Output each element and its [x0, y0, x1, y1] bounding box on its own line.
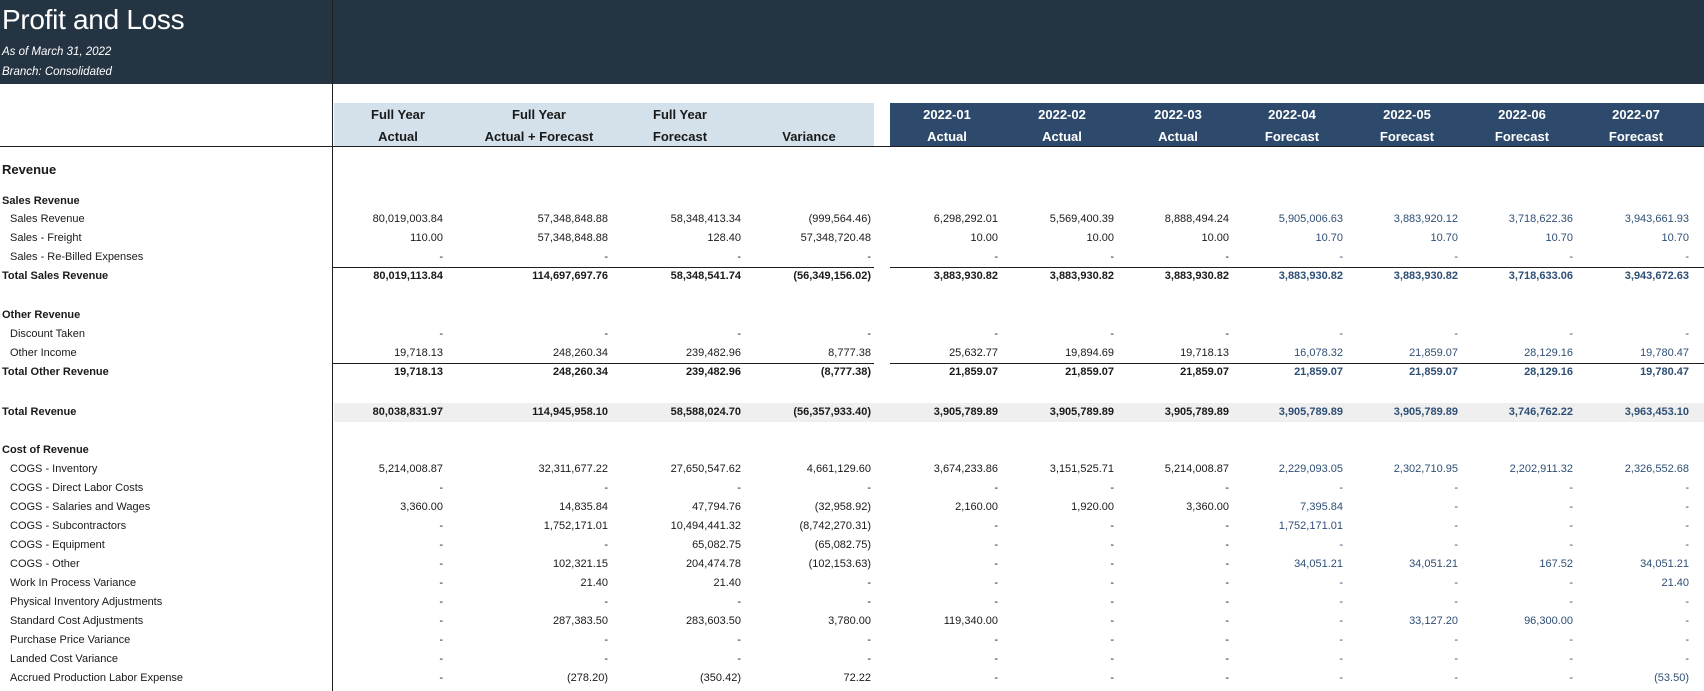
table-cell[interactable]: 110.00 — [410, 232, 443, 244]
table-cell[interactable]: (8,742,270.31) — [799, 520, 871, 532]
table-row — [0, 160, 1704, 179]
table-cell[interactable]: 65,082.75 — [692, 539, 741, 551]
table-cell[interactable]: (56,357,933.40) — [793, 406, 871, 418]
table-cell[interactable]: - — [1569, 672, 1573, 684]
table-cell[interactable]: - — [439, 520, 443, 532]
table-cell[interactable]: 167.52 — [1539, 558, 1573, 570]
table-cell[interactable]: 10.00 — [1201, 232, 1229, 244]
table-cell[interactable]: - — [1569, 634, 1573, 646]
table-row — [0, 536, 1704, 555]
table-cell[interactable]: 6,298,292.01 — [933, 213, 998, 225]
table-cell[interactable]: 3,674,233.86 — [933, 463, 998, 475]
table-row — [0, 248, 1704, 267]
table-cell[interactable]: - — [604, 482, 608, 494]
row-label[interactable]: Physical Inventory Adjustments — [10, 596, 163, 608]
table-cell[interactable]: 8,777.38 — [828, 347, 871, 359]
table-cell[interactable]: - — [1110, 520, 1114, 532]
table-cell[interactable]: - — [994, 634, 998, 646]
table-cell[interactable]: - — [1569, 482, 1573, 494]
table-cell[interactable]: - — [1454, 501, 1458, 513]
row-label[interactable]: Sales Revenue — [2, 195, 80, 207]
table-cell[interactable]: 33,127.20 — [1409, 615, 1458, 627]
table-cell[interactable]: 8,888,494.24 — [1164, 213, 1229, 225]
report-title-block — [0, 0, 332, 84]
table-cell[interactable]: - — [1685, 328, 1689, 340]
table-cell[interactable]: 21,859.07 — [1294, 366, 1343, 378]
column-header-10-line2: Forecast — [1494, 129, 1550, 144]
row-label[interactable]: Work In Process Variance — [10, 577, 137, 589]
column-header-1-line2: Actual — [378, 129, 418, 144]
table-cell[interactable]: 19,718.13 — [394, 366, 443, 378]
table-cell[interactable]: - — [1110, 539, 1114, 551]
table-cell[interactable]: - — [994, 558, 998, 570]
table-cell[interactable]: 10.00 — [970, 232, 998, 244]
table-cell[interactable]: - — [994, 577, 998, 589]
table-cell[interactable]: 1,752,171.01 — [543, 520, 608, 532]
table-row — [0, 631, 1704, 650]
table-cell[interactable]: (102,153.63) — [808, 558, 871, 570]
table-cell[interactable]: - — [1225, 577, 1229, 589]
table-cell[interactable]: - — [1454, 596, 1458, 608]
table-cell[interactable]: 10.00 — [1086, 232, 1114, 244]
table-cell[interactable]: - — [439, 539, 443, 551]
table-cell[interactable]: - — [867, 328, 871, 340]
table-cell[interactable]: - — [1339, 653, 1343, 665]
table-cell[interactable]: - — [1685, 653, 1689, 665]
row-label[interactable]: Total Other Revenue — [2, 366, 109, 378]
table-cell[interactable]: - — [604, 251, 608, 263]
table-cell[interactable]: 5,905,006.63 — [1278, 213, 1343, 225]
column-header-5-line1: 2022-01 — [923, 107, 971, 122]
table-cell[interactable]: 3,360.00 — [400, 501, 443, 513]
table-cell[interactable]: - — [439, 596, 443, 608]
table-cell[interactable]: 10,494,441.32 — [670, 520, 741, 532]
table-cell[interactable]: - — [1685, 482, 1689, 494]
table-cell[interactable]: - — [737, 634, 741, 646]
table-cell[interactable]: 2,202,911.32 — [1509, 463, 1573, 475]
table-cell[interactable]: - — [1685, 251, 1689, 263]
table-cell[interactable]: 2,326,552.68 — [1624, 463, 1689, 475]
table-cell[interactable]: 21,859.07 — [1180, 366, 1229, 378]
table-cell[interactable]: 19,894.69 — [1065, 347, 1114, 359]
table-cell[interactable]: 28,129.16 — [1524, 347, 1573, 359]
table-cell[interactable]: 21.40 — [580, 577, 608, 589]
row-label[interactable]: COGS - Subcontractors — [10, 520, 127, 532]
table-cell[interactable]: - — [439, 577, 443, 589]
table-row — [0, 517, 1704, 536]
column-header-6-line2: Actual — [1042, 129, 1082, 144]
table-cell[interactable]: - — [439, 328, 443, 340]
column-header-3-line1: Full Year — [653, 107, 707, 122]
table-cell[interactable]: - — [1454, 577, 1458, 589]
table-cell[interactable]: 21,859.07 — [1065, 366, 1114, 378]
table-cell[interactable]: 3,151,525.71 — [1049, 463, 1114, 475]
table-cell[interactable]: 239,482.96 — [685, 366, 741, 378]
table-cell[interactable]: - — [994, 653, 998, 665]
table-cell[interactable]: - — [737, 482, 741, 494]
table-cell[interactable]: 10.70 — [1545, 232, 1573, 244]
table-cell[interactable]: 3,360.00 — [1186, 501, 1229, 513]
branch-label: Branch: Consolidated — [2, 66, 112, 78]
table-cell[interactable]: - — [1110, 251, 1114, 263]
table-cell[interactable]: - — [1110, 558, 1114, 570]
table-cell[interactable]: 21.40 — [1661, 577, 1689, 589]
table-cell[interactable]: 57,348,720.48 — [800, 232, 871, 244]
table-cell[interactable]: - — [1339, 251, 1343, 263]
row-label[interactable]: COGS - Inventory — [10, 463, 98, 475]
row-label[interactable]: Sales - Re-Billed Expenses — [10, 251, 144, 263]
table-cell[interactable]: - — [1110, 577, 1114, 589]
table-row — [0, 344, 1704, 363]
table-cell[interactable]: - — [604, 328, 608, 340]
table-cell[interactable]: - — [994, 482, 998, 494]
table-cell[interactable]: - — [1454, 539, 1458, 551]
table-row — [0, 460, 1704, 479]
table-cell[interactable]: - — [1225, 634, 1229, 646]
table-cell[interactable]: 3,905,789.89 — [1278, 406, 1343, 418]
page-title: Profit and Loss — [2, 4, 185, 35]
column-header-2-line1: Full Year — [512, 107, 566, 122]
table-cell[interactable]: 96,300.00 — [1524, 615, 1573, 627]
table-cell[interactable]: - — [1110, 482, 1114, 494]
table-cell[interactable]: - — [1339, 672, 1343, 684]
table-cell[interactable]: 3,905,789.89 — [1164, 406, 1229, 418]
table-cell[interactable]: 102,321.15 — [552, 558, 608, 570]
table-cell[interactable]: 3,905,789.89 — [933, 406, 998, 418]
as-of-date: As of March 31, 2022 — [2, 46, 112, 58]
table-cell[interactable]: - — [1454, 482, 1458, 494]
table-row — [0, 325, 1704, 344]
table-row — [0, 593, 1704, 612]
column-header-11-line1: 2022-07 — [1612, 107, 1660, 122]
table-row — [0, 403, 1704, 422]
subtotal-rule — [890, 267, 1704, 268]
table-cell[interactable]: - — [1685, 634, 1689, 646]
table-cell[interactable]: - — [1685, 539, 1689, 551]
table-cell[interactable]: 57,348,848.88 — [537, 232, 608, 244]
table-row — [0, 669, 1704, 688]
table-cell[interactable]: - — [1225, 615, 1229, 627]
table-cell[interactable]: 25,632.77 — [949, 347, 998, 359]
table-cell[interactable]: - — [1569, 596, 1573, 608]
table-cell[interactable]: 3,780.00 — [828, 615, 871, 627]
table-row — [0, 498, 1704, 517]
table-cell[interactable]: - — [867, 482, 871, 494]
table-cell[interactable]: - — [439, 672, 443, 684]
table-cell[interactable]: 5,214,008.87 — [378, 463, 443, 475]
table-cell[interactable]: 21.40 — [713, 577, 741, 589]
table-cell[interactable]: - — [867, 634, 871, 646]
table-cell[interactable]: - — [1569, 653, 1573, 665]
row-label[interactable]: COGS - Equipment — [10, 539, 105, 551]
table-row — [0, 555, 1704, 574]
table-cell[interactable]: - — [1339, 482, 1343, 494]
row-label[interactable]: Total Sales Revenue — [2, 270, 109, 282]
table-row — [0, 306, 1704, 325]
table-cell[interactable]: 204,474.78 — [685, 558, 741, 570]
table-cell[interactable]: 27,650,547.62 — [670, 463, 741, 475]
column-header-5-line2: Actual — [927, 129, 967, 144]
table-cell[interactable]: (8,777.38) — [820, 366, 871, 378]
row-label[interactable]: COGS - Salaries and Wages — [10, 501, 151, 513]
table-cell[interactable]: 128.40 — [707, 232, 741, 244]
table-row — [0, 479, 1704, 498]
row-label[interactable]: Cost of Revenue — [2, 444, 89, 456]
table-cell[interactable]: 248,260.34 — [552, 366, 608, 378]
table-cell[interactable]: - — [1569, 577, 1573, 589]
table-cell[interactable]: - — [1225, 539, 1229, 551]
table-cell[interactable]: - — [867, 251, 871, 263]
table-cell[interactable]: 3,883,930.82 — [1278, 270, 1343, 282]
table-cell[interactable]: 1,752,171.01 — [1278, 520, 1343, 532]
table-cell[interactable]: 34,051.21 — [1409, 558, 1458, 570]
table-row — [0, 574, 1704, 593]
table-row — [0, 441, 1704, 460]
table-cell[interactable]: 34,051.21 — [1640, 558, 1689, 570]
table-cell[interactable]: - — [1454, 634, 1458, 646]
table-cell[interactable]: - — [1569, 328, 1573, 340]
table-cell[interactable]: 57,348,848.88 — [537, 213, 608, 225]
row-label[interactable]: Standard Cost Adjustments — [10, 615, 144, 627]
table-cell[interactable]: - — [1225, 328, 1229, 340]
table-cell[interactable]: 72.22 — [843, 672, 871, 684]
column-header-2-line2: Actual + Forecast — [484, 129, 594, 144]
table-cell[interactable]: - — [1225, 653, 1229, 665]
table-cell[interactable]: 3,718,622.36 — [1508, 213, 1573, 225]
table-cell[interactable]: - — [1569, 501, 1573, 513]
table-cell[interactable]: 19,718.13 — [1180, 347, 1229, 359]
table-cell[interactable]: - — [1569, 520, 1573, 532]
table-cell[interactable]: - — [604, 539, 608, 551]
table-cell[interactable]: 21,859.07 — [949, 366, 998, 378]
table-cell[interactable]: 3,963,453.10 — [1624, 406, 1689, 418]
table-cell[interactable]: - — [1225, 596, 1229, 608]
column-header-8-line1: 2022-04 — [1268, 107, 1316, 122]
table-cell[interactable]: - — [737, 596, 741, 608]
table-cell[interactable]: 10.70 — [1661, 232, 1689, 244]
table-cell[interactable]: - — [1339, 615, 1343, 627]
table-cell[interactable]: 3,883,920.12 — [1393, 213, 1458, 225]
table-cell[interactable]: 19,718.13 — [394, 347, 443, 359]
table-cell[interactable]: - — [1569, 251, 1573, 263]
table-cell[interactable]: 3,718,633.06 — [1508, 270, 1573, 282]
column-header-9-line1: 2022-05 — [1383, 107, 1431, 122]
subtotal-rule — [890, 363, 1704, 364]
table-cell[interactable]: - — [1454, 328, 1458, 340]
label-column-divider — [332, 0, 333, 691]
table-cell[interactable]: 114,697,697.76 — [532, 270, 608, 282]
table-cell[interactable]: 287,383.50 — [552, 615, 608, 627]
table-cell[interactable]: - — [439, 558, 443, 570]
table-cell[interactable]: 3,905,789.89 — [1393, 406, 1458, 418]
table-cell[interactable]: 19,780.47 — [1640, 347, 1689, 359]
table-cell[interactable]: - — [1454, 520, 1458, 532]
table-cell[interactable]: - — [1685, 501, 1689, 513]
table-cell[interactable]: - — [1110, 615, 1114, 627]
subtotal-rule — [333, 267, 874, 268]
table-cell[interactable]: - — [439, 653, 443, 665]
table-cell[interactable]: 3,883,930.82 — [1393, 270, 1458, 282]
table-cell[interactable]: - — [439, 615, 443, 627]
subtotal-rule — [333, 363, 874, 364]
table-cell[interactable]: 32,311,677.22 — [538, 463, 608, 475]
column-header-4-line2: Variance — [782, 129, 836, 144]
row-label[interactable]: COGS - Direct Labor Costs — [10, 482, 144, 494]
column-header-11-line2: Forecast — [1608, 129, 1664, 144]
table-cell[interactable]: - — [867, 577, 871, 589]
table-cell[interactable]: 3,883,930.82 — [933, 270, 998, 282]
row-label[interactable]: Other Income — [10, 347, 77, 359]
table-cell[interactable]: 10.70 — [1315, 232, 1343, 244]
table-cell[interactable]: - — [1339, 328, 1343, 340]
table-cell[interactable]: - — [1225, 482, 1229, 494]
table-cell[interactable]: (32,958.92) — [814, 501, 871, 513]
table-cell[interactable]: (56,349,156.02) — [793, 270, 871, 282]
table-row — [0, 229, 1704, 248]
table-cell[interactable]: 119,340.00 — [943, 615, 998, 627]
table-cell[interactable]: 80,019,113.84 — [373, 270, 443, 282]
table-cell[interactable]: 28,129.16 — [1524, 366, 1573, 378]
table-cell[interactable]: - — [1339, 634, 1343, 646]
table-cell[interactable]: - — [737, 653, 741, 665]
table-cell[interactable]: - — [994, 539, 998, 551]
table-cell[interactable]: - — [867, 653, 871, 665]
row-label[interactable]: Landed Cost Variance — [10, 653, 119, 665]
header-divider — [0, 146, 1704, 147]
table-cell[interactable]: (53.50) — [1654, 672, 1689, 684]
table-cell[interactable]: - — [439, 482, 443, 494]
table-cell[interactable]: 5,214,008.87 — [1164, 463, 1229, 475]
column-header-6-line1: 2022-02 — [1038, 107, 1086, 122]
table-cell[interactable]: 3,943,672.63 — [1624, 270, 1689, 282]
table-cell[interactable]: - — [1339, 577, 1343, 589]
table-row — [0, 363, 1704, 382]
column-header-3-line2: Forecast — [652, 129, 708, 144]
row-label[interactable]: Sales Revenue — [10, 213, 85, 225]
table-cell[interactable]: - — [439, 251, 443, 263]
table-cell[interactable]: 80,019,003.84 — [372, 213, 443, 225]
table-cell[interactable]: 16,078.32 — [1294, 347, 1343, 359]
table-cell[interactable]: 1,920.00 — [1071, 501, 1114, 513]
table-cell[interactable]: (65,082.75) — [814, 539, 871, 551]
table-row — [0, 612, 1704, 631]
table-cell[interactable]: - — [1569, 539, 1573, 551]
table-cell[interactable]: 248,260.34 — [552, 347, 608, 359]
row-label[interactable]: Sales - Freight — [10, 232, 82, 244]
row-label[interactable]: Purchase Price Variance — [10, 634, 131, 646]
table-cell[interactable]: 21,859.07 — [1409, 366, 1458, 378]
column-header-10-line1: 2022-06 — [1498, 107, 1546, 122]
table-cell[interactable]: - — [994, 596, 998, 608]
table-cell[interactable]: - — [1339, 539, 1343, 551]
column-header-8-line2: Forecast — [1264, 129, 1320, 144]
table-cell[interactable]: - — [604, 653, 608, 665]
table-cell[interactable]: - — [1225, 672, 1229, 684]
table-cell[interactable]: 2,229,093.05 — [1278, 463, 1343, 475]
table-cell[interactable]: - — [1339, 596, 1343, 608]
table-cell[interactable]: - — [1454, 672, 1458, 684]
table-cell[interactable]: - — [1685, 615, 1689, 627]
table-cell[interactable]: - — [867, 596, 871, 608]
table-cell[interactable]: - — [1110, 672, 1114, 684]
column-header-7-line2: Actual — [1158, 129, 1198, 144]
table-cell[interactable]: - — [1454, 251, 1458, 263]
row-label[interactable]: Accrued Production Labor Expense — [10, 672, 184, 684]
table-row — [0, 210, 1704, 229]
table-cell[interactable]: 10.70 — [1430, 232, 1458, 244]
table-cell[interactable]: 2,160.00 — [955, 501, 998, 513]
table-cell[interactable]: 21,859.07 — [1409, 347, 1458, 359]
table-cell[interactable]: (350.42) — [700, 672, 741, 684]
table-cell[interactable]: - — [1110, 653, 1114, 665]
column-header-1-line1: Full Year — [371, 107, 425, 122]
table-cell[interactable]: 19,780.47 — [1640, 366, 1689, 378]
table-cell[interactable]: 58,348,413.34 — [670, 213, 741, 225]
table-cell[interactable]: 239,482.96 — [685, 347, 741, 359]
row-label[interactable]: COGS - Other — [10, 558, 80, 570]
table-cell[interactable]: - — [1685, 520, 1689, 532]
table-cell[interactable]: - — [1225, 251, 1229, 263]
table-cell[interactable]: - — [994, 328, 998, 340]
table-row — [0, 192, 1704, 211]
table-cell[interactable]: - — [737, 251, 741, 263]
column-header-7-line1: 2022-03 — [1154, 107, 1202, 122]
table-cell[interactable]: 283,603.50 — [685, 615, 741, 627]
table-cell[interactable]: 3,883,930.82 — [1049, 270, 1114, 282]
table-cell[interactable]: - — [1110, 596, 1114, 608]
table-cell[interactable]: - — [1225, 520, 1229, 532]
table-cell[interactable]: - — [604, 596, 608, 608]
table-cell[interactable]: - — [604, 634, 608, 646]
table-cell[interactable]: 3,883,930.82 — [1164, 270, 1229, 282]
table-cell[interactable]: 4,661,129.60 — [806, 463, 871, 475]
table-cell[interactable]: 34,051.21 — [1294, 558, 1343, 570]
table-cell[interactable]: 47,794.76 — [692, 501, 741, 513]
table-cell[interactable]: (999,564.46) — [808, 213, 871, 225]
table-cell[interactable]: 7,395.84 — [1300, 501, 1343, 513]
table-cell[interactable]: - — [994, 251, 998, 263]
column-header-9-line2: Forecast — [1379, 129, 1435, 144]
row-label[interactable]: Total Revenue — [2, 406, 77, 418]
table-cell[interactable]: - — [1110, 328, 1114, 340]
table-cell[interactable]: 3,943,661.93 — [1624, 213, 1689, 225]
row-label[interactable]: Discount Taken — [10, 328, 86, 340]
table-cell[interactable]: 58,588,024.70 — [670, 406, 741, 418]
table-cell[interactable]: - — [994, 672, 998, 684]
table-cell[interactable]: 5,569,400.39 — [1049, 213, 1114, 225]
table-cell[interactable]: - — [1454, 653, 1458, 665]
table-cell[interactable]: - — [1225, 558, 1229, 570]
table-cell[interactable]: 114,945,958.10 — [532, 406, 608, 418]
table-cell[interactable]: 3,746,762.22 — [1508, 406, 1573, 418]
table-cell[interactable]: 14,835.84 — [559, 501, 608, 513]
table-cell[interactable]: (278.20) — [567, 672, 608, 684]
row-label[interactable]: Revenue — [2, 162, 57, 177]
table-cell[interactable]: 58,348,541.74 — [670, 270, 741, 282]
table-cell[interactable]: 80,038,831.97 — [372, 406, 443, 418]
table-cell[interactable]: - — [439, 634, 443, 646]
table-cell[interactable]: 3,905,789.89 — [1049, 406, 1114, 418]
row-label[interactable]: Other Revenue — [2, 309, 81, 321]
table-row — [0, 650, 1704, 669]
table-cell[interactable]: - — [994, 520, 998, 532]
table-cell[interactable]: - — [737, 328, 741, 340]
table-cell[interactable]: - — [1685, 596, 1689, 608]
table-cell[interactable]: 2,302,710.95 — [1393, 463, 1458, 475]
table-row — [0, 267, 1704, 286]
table-cell[interactable]: - — [1110, 634, 1114, 646]
